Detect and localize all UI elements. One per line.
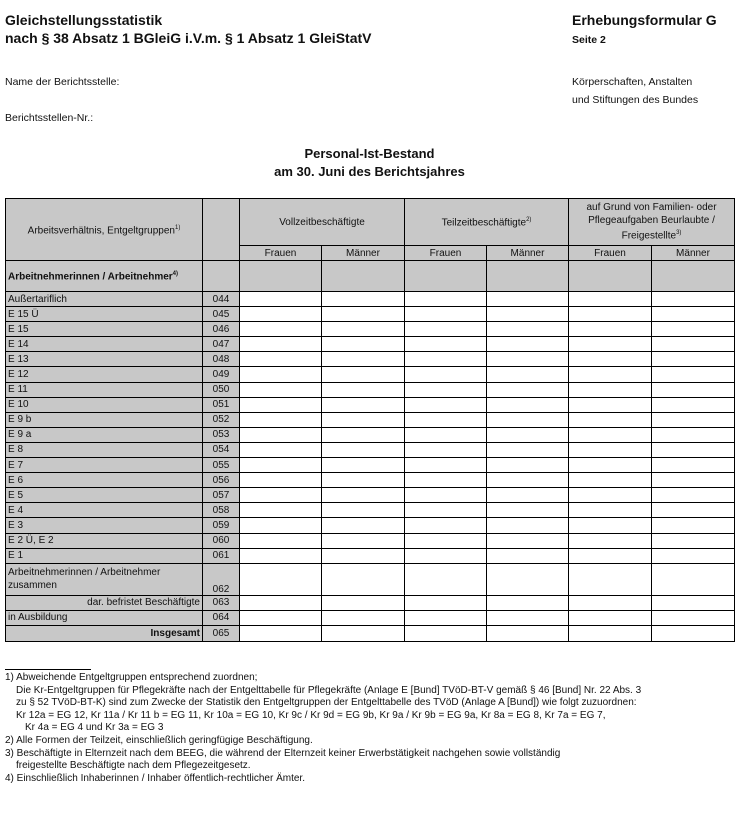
input-cell[interactable] xyxy=(652,548,735,563)
row-label: E 7 xyxy=(6,458,203,473)
scope-line2: und Stiftungen des Bundes xyxy=(572,94,699,106)
input-cell[interactable] xyxy=(240,397,322,412)
input-cell[interactable] xyxy=(652,397,735,412)
col-header-women: Frauen xyxy=(569,246,652,261)
input-cell[interactable] xyxy=(487,352,569,367)
header-title-line1: Gleichstellungsstatistik xyxy=(5,12,163,28)
col-header-code xyxy=(203,199,240,261)
reporter-name-label: Name der Berichtsstelle: xyxy=(5,76,120,88)
row-code: 051 xyxy=(203,397,240,412)
input-cell[interactable] xyxy=(652,563,735,595)
row-label: Außertariflich xyxy=(6,292,203,307)
header-title-line2: nach § 38 Absatz 1 BGleiG i.V.m. § 1 Absatz 1 GleiStatV xyxy=(5,30,372,46)
row-label: E 13 xyxy=(6,352,203,367)
row-code: 055 xyxy=(203,458,240,473)
row-code: 049 xyxy=(203,367,240,382)
row-label-fixed-term: dar. befristet Beschäftigte xyxy=(6,595,203,610)
input-cell[interactable] xyxy=(240,625,322,641)
table-row xyxy=(6,412,735,427)
input-cell[interactable] xyxy=(322,307,405,322)
input-cell[interactable] xyxy=(569,473,652,488)
input-cell[interactable] xyxy=(322,367,405,382)
table-row xyxy=(6,442,735,457)
input-cell[interactable] xyxy=(322,595,405,610)
row-label: E 15 xyxy=(6,322,203,337)
input-cell[interactable] xyxy=(322,397,405,412)
input-cell[interactable] xyxy=(487,473,569,488)
input-cell[interactable] xyxy=(240,292,322,307)
input-cell[interactable] xyxy=(569,397,652,412)
row-code: 061 xyxy=(203,548,240,563)
input-cell[interactable] xyxy=(652,322,735,337)
input-cell[interactable] xyxy=(405,397,487,412)
input-cell[interactable] xyxy=(569,442,652,457)
input-cell[interactable] xyxy=(322,503,405,518)
input-cell[interactable] xyxy=(405,473,487,488)
input-cell[interactable] xyxy=(652,427,735,442)
reporter-number-label: Berichtsstellen-Nr.: xyxy=(5,112,94,124)
row-label: E 9 b xyxy=(6,412,203,427)
row-label: E 4 xyxy=(6,503,203,518)
input-cell[interactable] xyxy=(569,625,652,641)
input-cell[interactable] xyxy=(240,548,322,563)
row-code: 057 xyxy=(203,488,240,503)
input-cell[interactable] xyxy=(487,595,569,610)
input-cell[interactable] xyxy=(240,503,322,518)
input-cell[interactable] xyxy=(569,458,652,473)
input-cell[interactable] xyxy=(240,595,322,610)
input-cell[interactable] xyxy=(405,412,487,427)
table-row xyxy=(6,307,735,322)
input-cell[interactable] xyxy=(652,458,735,473)
input-cell[interactable] xyxy=(652,533,735,548)
footnote-line: Kr 4a = EG 4 und Kr 3a = EG 3 xyxy=(25,722,164,734)
row-label-training: in Ausbildung xyxy=(6,610,203,625)
input-cell[interactable] xyxy=(652,488,735,503)
input-cell[interactable] xyxy=(487,337,569,352)
input-cell[interactable] xyxy=(240,488,322,503)
table-row xyxy=(6,382,735,397)
table-row xyxy=(6,533,735,548)
row-label: E 12 xyxy=(6,367,203,382)
input-cell[interactable] xyxy=(487,563,569,595)
input-cell[interactable] xyxy=(569,595,652,610)
input-cell[interactable] xyxy=(322,382,405,397)
row-label: E 9 a xyxy=(6,427,203,442)
footnote-line: 4) Einschließlich Inhaberinnen / Inhaber öffentlich-rechtlicher Ämter. xyxy=(5,772,305,784)
input-cell[interactable] xyxy=(487,610,569,625)
input-cell[interactable] xyxy=(487,307,569,322)
row-label: E 15 Ü xyxy=(6,307,203,322)
scope-line1: Körperschaften, Anstalten xyxy=(572,76,693,88)
input-cell[interactable] xyxy=(405,352,487,367)
row-label: E 1 xyxy=(6,548,203,563)
table-row xyxy=(6,292,735,307)
row-label: E 6 xyxy=(6,473,203,488)
table-row xyxy=(6,322,735,337)
input-cell[interactable] xyxy=(322,322,405,337)
page-title: Personal-Ist-Bestand xyxy=(304,146,435,161)
input-cell[interactable] xyxy=(322,427,405,442)
col-header-on-leave: auf Grund von Familien- oder Pflegeaufgaben Beurlaubte / Freigestellte$^{3)}$ xyxy=(569,199,735,246)
input-cell[interactable] xyxy=(240,427,322,442)
input-cell[interactable] xyxy=(487,488,569,503)
col-header-men: Männer xyxy=(652,246,735,261)
row-code: 050 xyxy=(203,382,240,397)
input-cell[interactable] xyxy=(405,503,487,518)
input-cell[interactable] xyxy=(322,292,405,307)
table-row xyxy=(6,548,735,563)
row-code: 062 xyxy=(203,563,240,595)
row-label: E 11 xyxy=(6,382,203,397)
row-code: 048 xyxy=(203,352,240,367)
footnote-line: freigestellte Beschäftigte nach dem Pflegezeitgesetz. xyxy=(16,760,251,772)
input-cell[interactable] xyxy=(240,533,322,548)
input-cell[interactable] xyxy=(569,518,652,533)
input-cell[interactable] xyxy=(569,412,652,427)
input-cell[interactable] xyxy=(240,518,322,533)
form-title: Erhebungsformular G xyxy=(572,12,717,28)
row-label-total-employees: Arbeitnehmerinnen / Arbeitnehmer zusammen xyxy=(6,563,203,595)
row-code: 045 xyxy=(203,307,240,322)
row-code: 056 xyxy=(203,473,240,488)
input-cell[interactable] xyxy=(652,292,735,307)
input-cell[interactable] xyxy=(322,352,405,367)
col-header-men: Männer xyxy=(322,246,405,261)
input-cell[interactable] xyxy=(405,307,487,322)
input-cell[interactable] xyxy=(405,625,487,641)
input-cell[interactable] xyxy=(405,442,487,457)
input-cell[interactable] xyxy=(569,427,652,442)
row-code: 053 xyxy=(203,427,240,442)
table-row xyxy=(6,473,735,488)
footnote-line: Die Kr-Entgeltgruppen für Pflegekräfte nach der Entgelttabelle für Pflegekräfte (Anlage E [Bund] TVöD-BT-V gemäß § 46 [Bund] Nr. 22 Abs. 3 xyxy=(16,684,642,696)
input-cell[interactable] xyxy=(569,292,652,307)
col-header-women: Frauen xyxy=(240,246,322,261)
footnote-line: 1) Abweichende Entgeltgruppen entsprechend zuordnen; xyxy=(5,672,258,683)
row-label: E 3 xyxy=(6,518,203,533)
section-header-employees: Arbeitnehmerinnen / Arbeitnehmer$^{4)}$ xyxy=(6,261,203,292)
input-cell[interactable] xyxy=(322,533,405,548)
row-code: 054 xyxy=(203,442,240,457)
row-code: 047 xyxy=(203,337,240,352)
input-cell[interactable] xyxy=(487,382,569,397)
col-header-women: Frauen xyxy=(405,246,487,261)
input-cell[interactable] xyxy=(569,548,652,563)
input-cell[interactable] xyxy=(322,458,405,473)
input-cell[interactable] xyxy=(487,427,569,442)
input-cell[interactable] xyxy=(240,307,322,322)
input-cell[interactable] xyxy=(405,337,487,352)
input-cell[interactable] xyxy=(487,518,569,533)
footnote-rule xyxy=(5,669,91,670)
table-row xyxy=(6,427,735,442)
row-label: E 14 xyxy=(6,337,203,352)
input-cell[interactable] xyxy=(487,458,569,473)
input-cell[interactable] xyxy=(405,322,487,337)
input-cell[interactable] xyxy=(487,292,569,307)
col-header-employment: Arbeitsverhältnis, Entgeltgruppen$^{1)}$ xyxy=(6,199,203,261)
input-cell[interactable] xyxy=(405,458,487,473)
input-cell[interactable] xyxy=(652,412,735,427)
input-cell[interactable] xyxy=(487,397,569,412)
input-cell[interactable] xyxy=(322,518,405,533)
row-code: 052 xyxy=(203,412,240,427)
input-cell[interactable] xyxy=(569,322,652,337)
row-code: 065 xyxy=(203,625,240,641)
input-cell[interactable] xyxy=(405,488,487,503)
input-cell[interactable] xyxy=(569,382,652,397)
row-code: 063 xyxy=(203,595,240,610)
row-code: 059 xyxy=(203,518,240,533)
footnote-line: Kr 12a = EG 12, Kr 11a / Kr 11 b = EG 11, Kr 10a = EG 10, Kr 9c / Kr 9d = EG 9b, Kr 9a / Kr 9b = EG 9a, Kr 8a = EG 8, Kr 7a = EG 7, xyxy=(16,709,606,721)
footnote-line: zu § 52 TVöD-BT-K) sind zum Zwecke der Statistik den Entgeltgruppen der Entgelttabelle des TVöD (Anlage A [Bund]) wie folgt zuzuordnen: xyxy=(16,697,637,709)
row-label: E 10 xyxy=(6,397,203,412)
input-cell[interactable] xyxy=(487,533,569,548)
input-cell[interactable] xyxy=(240,382,322,397)
input-cell[interactable] xyxy=(322,610,405,625)
row-label: E 8 xyxy=(6,442,203,457)
input-cell[interactable] xyxy=(240,563,322,595)
input-cell[interactable] xyxy=(405,595,487,610)
input-cell[interactable] xyxy=(240,322,322,337)
input-cell[interactable] xyxy=(405,563,487,595)
table-row xyxy=(6,458,735,473)
input-cell[interactable] xyxy=(322,488,405,503)
input-cell[interactable] xyxy=(569,563,652,595)
input-cell[interactable] xyxy=(487,625,569,641)
input-cell[interactable] xyxy=(322,563,405,595)
table-row xyxy=(6,352,735,367)
input-cell[interactable] xyxy=(405,533,487,548)
input-cell[interactable] xyxy=(322,412,405,427)
input-cell[interactable] xyxy=(322,337,405,352)
input-cell[interactable] xyxy=(569,488,652,503)
input-cell[interactable] xyxy=(405,610,487,625)
input-cell[interactable] xyxy=(652,595,735,610)
input-cell[interactable] xyxy=(405,548,487,563)
page-number: Seite 2 xyxy=(572,34,606,46)
input-cell[interactable] xyxy=(569,307,652,322)
table-row xyxy=(6,518,735,533)
row-code: 064 xyxy=(203,610,240,625)
input-cell[interactable] xyxy=(487,367,569,382)
input-cell[interactable] xyxy=(322,442,405,457)
footnote-line: 3) Beschäftigte in Elternzeit nach dem BEEG, die während der Elternzeit keiner Erwerbstätigkeit nachgehen sowie vollständig xyxy=(5,747,561,759)
input-cell[interactable] xyxy=(322,548,405,563)
col-header-fulltime: Vollzeitbeschäftigte xyxy=(240,199,405,246)
input-cell[interactable] xyxy=(569,352,652,367)
input-cell[interactable] xyxy=(652,473,735,488)
page-subtitle: am 30. Juni des Berichtsjahres xyxy=(274,164,465,179)
table-row xyxy=(6,337,735,352)
input-cell[interactable] xyxy=(652,610,735,625)
row-label-grand-total: Insgesamt xyxy=(6,625,203,641)
input-cell[interactable] xyxy=(652,625,735,641)
input-cell[interactable] xyxy=(240,473,322,488)
row-code: 046 xyxy=(203,322,240,337)
input-cell[interactable] xyxy=(569,337,652,352)
input-cell[interactable] xyxy=(240,458,322,473)
input-cell[interactable] xyxy=(240,352,322,367)
input-cell[interactable] xyxy=(487,322,569,337)
input-cell[interactable] xyxy=(322,625,405,641)
input-cell[interactable] xyxy=(487,442,569,457)
input-cell[interactable] xyxy=(405,292,487,307)
input-cell[interactable] xyxy=(569,503,652,518)
input-cell[interactable] xyxy=(652,352,735,367)
row-label: E 2 Ü, E 2 xyxy=(6,533,203,548)
table-row xyxy=(6,367,735,382)
table-row xyxy=(6,488,735,503)
row-label: E 5 xyxy=(6,488,203,503)
row-code: 044 xyxy=(203,292,240,307)
input-cell[interactable] xyxy=(652,367,735,382)
input-cell[interactable] xyxy=(405,427,487,442)
input-cell[interactable] xyxy=(405,518,487,533)
input-cell[interactable] xyxy=(569,367,652,382)
input-cell[interactable] xyxy=(652,382,735,397)
input-cell[interactable] xyxy=(652,503,735,518)
input-cell[interactable] xyxy=(487,548,569,563)
footnote-line: 2) Alle Formen der Teilzeit, einschließlich geringfügige Beschäftigung. xyxy=(5,734,313,746)
input-cell[interactable] xyxy=(487,412,569,427)
input-cell[interactable] xyxy=(652,337,735,352)
footnotes xyxy=(5,672,734,785)
input-cell[interactable] xyxy=(240,442,322,457)
input-cell[interactable] xyxy=(652,518,735,533)
table-row xyxy=(6,397,735,412)
input-cell[interactable] xyxy=(240,610,322,625)
input-cell[interactable] xyxy=(569,533,652,548)
input-cell[interactable] xyxy=(322,473,405,488)
table-row xyxy=(6,503,735,518)
input-cell[interactable] xyxy=(240,337,322,352)
input-cell[interactable] xyxy=(240,412,322,427)
col-header-parttime: Teilzeitbeschäftigte$^{2)}$ xyxy=(405,199,569,246)
input-cell[interactable] xyxy=(569,610,652,625)
col-header-men: Männer xyxy=(487,246,569,261)
input-cell[interactable] xyxy=(487,503,569,518)
personnel-table xyxy=(5,198,735,642)
row-code: 058 xyxy=(203,503,240,518)
input-cell[interactable] xyxy=(405,367,487,382)
input-cell[interactable] xyxy=(652,442,735,457)
input-cell[interactable] xyxy=(652,307,735,322)
input-cell[interactable] xyxy=(240,367,322,382)
input-cell[interactable] xyxy=(405,382,487,397)
row-code: 060 xyxy=(203,533,240,548)
